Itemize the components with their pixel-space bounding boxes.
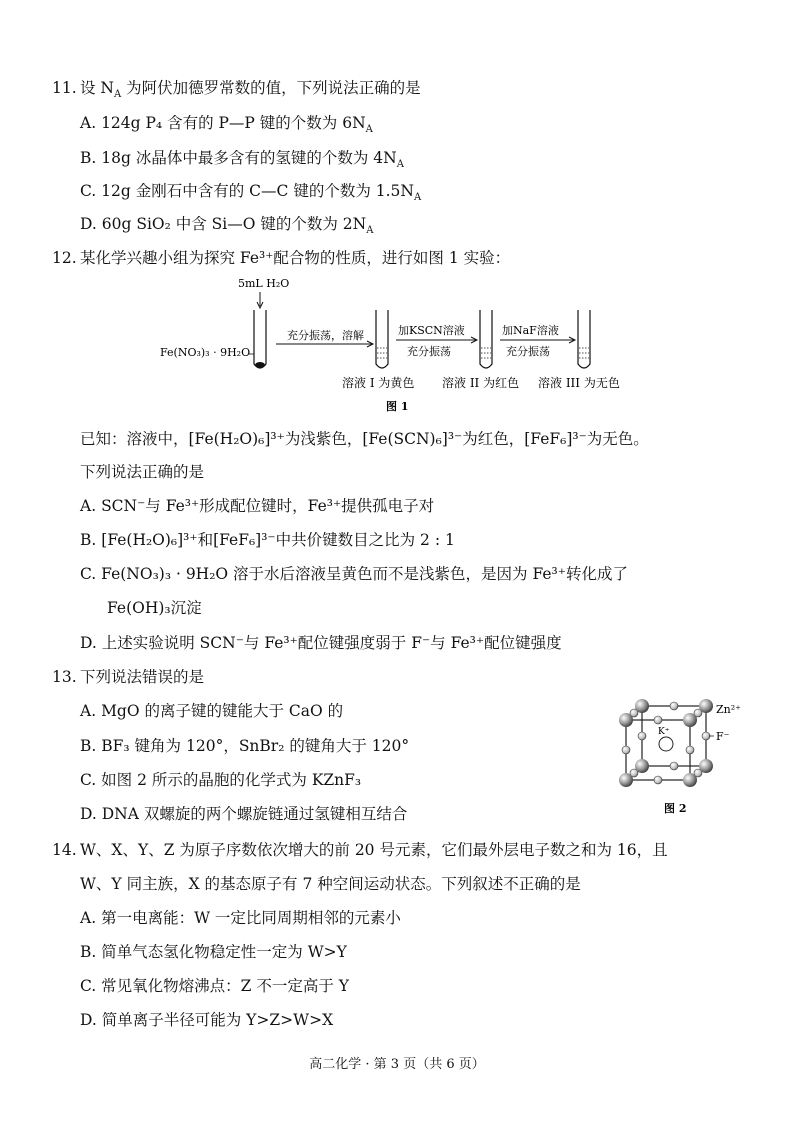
figure-2-caption: 图 2 (664, 802, 687, 815)
step3-label-b: 充分振荡 (506, 345, 550, 358)
option-text: SCN⁻与 Fe³⁺形成配位键时，Fe³⁺提供孤电子对 (101, 497, 435, 515)
q13-option-c (80, 770, 361, 790)
q13-stem-text: 下列说法错误的是 (80, 668, 205, 686)
zinc-ion (699, 699, 713, 713)
q14-number: 14. (52, 841, 77, 859)
zinc-ion (619, 713, 633, 727)
q14-stem-line1 (52, 840, 668, 860)
figure-1-diagram (150, 272, 630, 416)
option-label: C. (80, 771, 97, 789)
q12-option-c (80, 564, 628, 584)
page-footer: 高二化学 · 第 3 页（共 6 页） (309, 1057, 485, 1072)
option-sub: A (413, 192, 422, 204)
fluoride-atom (686, 746, 694, 754)
test-tube-1 (254, 310, 266, 368)
q11-stem (52, 78, 421, 101)
solution-3-label: 溶液 III 为无色 (538, 376, 620, 390)
q11-option-a (80, 113, 373, 136)
option-sub: A (366, 225, 374, 237)
option-label: B. (80, 737, 97, 755)
option-sub: A (396, 159, 404, 171)
q11-number: 11. (52, 79, 77, 97)
test-tube-2 (376, 310, 388, 368)
fluoride-atom (702, 732, 710, 740)
q12-option-a (80, 496, 434, 516)
q13-option-b (80, 736, 409, 756)
option-text: 简单离子半径可能为 Y>Z>W>X (101, 1011, 334, 1029)
test-tube-3 (480, 310, 492, 368)
q12-stem (52, 248, 510, 268)
q11-stem-rest: 为阿伏加德罗常数的值，下列说法正确的是 (121, 79, 421, 97)
step2-label-a: 加KSCN溶液 (398, 324, 465, 337)
option-label: D. (80, 634, 97, 652)
figure-2-crystal-cell (610, 698, 760, 822)
option-label: C. (80, 182, 97, 200)
option-text: 常见氧化物熔沸点：Z 不一定高于 Y (101, 977, 350, 995)
option-label: C. (80, 977, 97, 995)
zinc-ion (683, 713, 697, 727)
solid-sample (255, 362, 265, 368)
option-text: 简单气态氢化物稳定性一定为 W>Y (101, 943, 347, 961)
q12-known: 已知：溶液中，[Fe(H₂O)₆]³⁺为浅紫色，[Fe(SCN)₆]³⁻为红色，[FeF₆]³⁻为无色。 (80, 430, 649, 448)
option-label: B. (80, 531, 97, 549)
q12-number: 12. (52, 249, 77, 267)
solution-1-label: 溶液 I 为黄色 (342, 376, 415, 390)
fluoride-atom (638, 732, 646, 740)
zinc-ion (683, 773, 697, 787)
option-text: 124g P₄ 含有的 P—P 键的个数为 6N (101, 114, 366, 132)
fluoride-atom (654, 716, 662, 724)
q14-option-a (80, 908, 401, 928)
q11-stem-text: 设 N (80, 79, 114, 97)
q11-option-d (80, 214, 374, 237)
solution-2-label: 溶液 II 为红色 (442, 376, 520, 390)
option-text: BF₃ 键角为 120°，SnBr₂ 的键角大于 120° (101, 737, 410, 755)
q12-stem-text: 某化学兴趣小组为探究 Fe³⁺配合物的性质，进行如图 1 实验： (80, 249, 511, 267)
option-label: A. (80, 909, 97, 927)
fluoride-atom (670, 762, 678, 770)
option-label: D. (80, 1011, 97, 1029)
option-sub: A (365, 124, 373, 136)
option-label: A. (80, 114, 97, 132)
option-text: DNA 双螺旋的两个螺旋链通过氢键相互结合 (101, 805, 408, 823)
q14-stem-text: W、X、Y、Z 为原子序数依次增大的前 20 号元素，它们最外层电子数之和为 16，且 (80, 841, 668, 859)
f-ion-label: F⁻ (716, 730, 730, 743)
option-label: A. (80, 702, 97, 720)
q11-stem-sub: A (114, 89, 122, 101)
k-ion-label: K⁺ (658, 727, 670, 737)
option-label: C. (80, 565, 97, 583)
zinc-ion (699, 759, 713, 773)
option-label: D. (80, 215, 97, 233)
step2-label-b: 充分振荡 (407, 345, 451, 358)
fluoride-atom (622, 746, 630, 754)
option-label: D. (80, 805, 97, 823)
reagent-label: Fe(NO₃)₃ · 9H₂O (160, 346, 251, 359)
option-text: 第一电离能：W 一定比同周期相邻的元素小 (101, 909, 401, 927)
figure-1-caption: 图 1 (386, 400, 409, 413)
option-text: MgO 的离子键的键能大于 CaO 的 (101, 702, 344, 720)
step3-label-a: 加NaF溶液 (502, 324, 559, 337)
option-label: B. (80, 943, 97, 961)
q13-number: 13. (52, 668, 77, 686)
q14-option-c (80, 976, 349, 996)
option-text: 如图 2 所示的晶胞的化学式为 KZnF₃ (101, 771, 362, 789)
q12-option-c-cont (107, 598, 202, 618)
option-text: 60g SiO₂ 中含 Si—O 键的个数为 2N (101, 215, 367, 233)
potassium-ion (659, 737, 673, 751)
option-text: Fe(NO₃)₃ · 9H₂O 溶于水后溶液呈黄色而不是浅紫色，是因为 Fe³⁺转化成了 (101, 565, 628, 583)
q14-option-b (80, 942, 347, 962)
fluoride-atom (654, 776, 662, 784)
q13-option-d (80, 804, 407, 824)
q14-stem-line2: W、Y 同主族，X 的基态原子有 7 种空间运动状态。下列叙述不正确的是 (80, 875, 581, 893)
option-text: 上述实验说明 SCN⁻与 Fe³⁺配位键强度弱于 F⁻与 Fe³⁺配位键强度 (101, 634, 562, 652)
q11-option-b (80, 148, 404, 171)
option-text: 12g 金刚石中含有的 C—C 键的个数为 1.5N (101, 182, 414, 200)
q11-option-c (80, 181, 422, 204)
q13-option-a (80, 701, 343, 721)
option-text: 18g 冰晶体中最多含有的氢键的个数为 4N (101, 149, 397, 167)
step1-label: 充分振荡，溶解 (287, 329, 364, 342)
option-text: [Fe(H₂O)₆]³⁺和[FeF₆]³⁻中共价键数目之比为 2 : 1 (101, 531, 455, 549)
fluoride-atom (670, 702, 678, 710)
q12-option-d (80, 633, 562, 653)
option-label: A. (80, 497, 97, 515)
q12-ask: 下列说法正确的是 (80, 463, 205, 481)
option-text: Fe(OH)₃沉淀 (107, 599, 202, 617)
zn-ion-label: Zn²⁺ (716, 703, 741, 716)
water-label: 5mL H₂O (238, 277, 290, 290)
q12-option-b (80, 530, 455, 550)
q14-option-d (80, 1010, 333, 1030)
option-label: B. (80, 149, 97, 167)
test-tube-4 (578, 310, 590, 368)
q13-stem (52, 667, 204, 687)
zinc-ion (635, 759, 649, 773)
zinc-ion (635, 699, 649, 713)
zinc-ion (619, 773, 633, 787)
